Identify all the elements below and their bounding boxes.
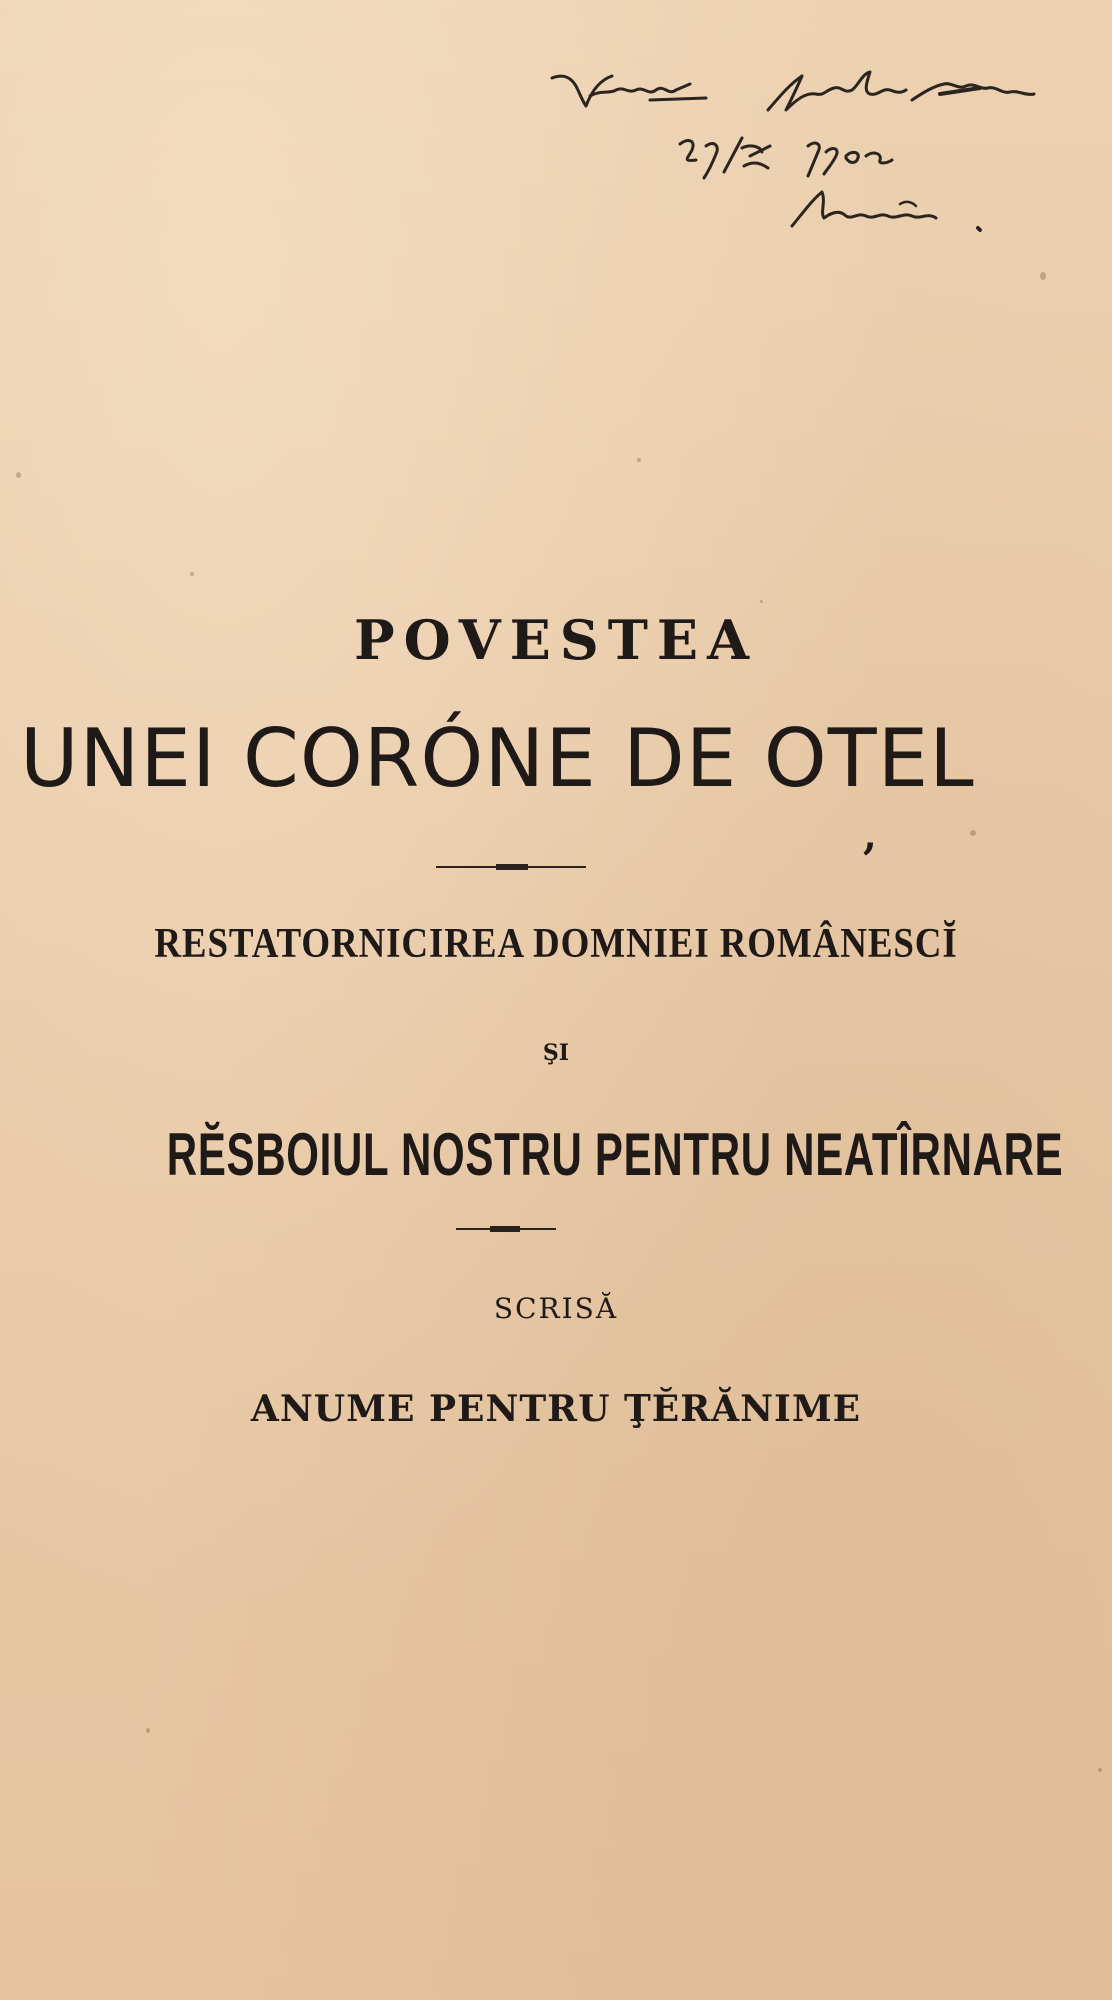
title-line-main: UNEI CORÓNE DE OTEL	[20, 712, 975, 805]
handwritten-signature	[540, 60, 1080, 250]
ornamental-rule	[436, 866, 586, 868]
paper-speck	[146, 1728, 150, 1733]
subtitle-war: RĔSBOIUL NOSTRU PENTRU NEATÎRNARE	[166, 1121, 1064, 1188]
title-line-povestea: POVESTEA	[354, 608, 758, 672]
subtitle-conjunction: ŞI	[542, 1040, 570, 1066]
paper-speck	[760, 600, 763, 603]
byline-written: SCRISĂ	[493, 1292, 619, 1325]
paper-speck	[1098, 1768, 1102, 1772]
ornamental-rule	[456, 1228, 556, 1230]
cedilla-mark: ,	[863, 812, 877, 859]
paper-speck	[970, 830, 976, 836]
paper-speck	[190, 572, 194, 576]
paper-speck	[16, 472, 21, 478]
paper-speck	[637, 458, 641, 462]
subtitle-restoration: RESTATORNICIREA DOMNIEI ROMÂNESCĬ	[154, 921, 958, 967]
paper-speck	[1040, 272, 1046, 280]
byline-audience: ANUME PENTRU ŢĔRĂNIME	[250, 1388, 862, 1430]
